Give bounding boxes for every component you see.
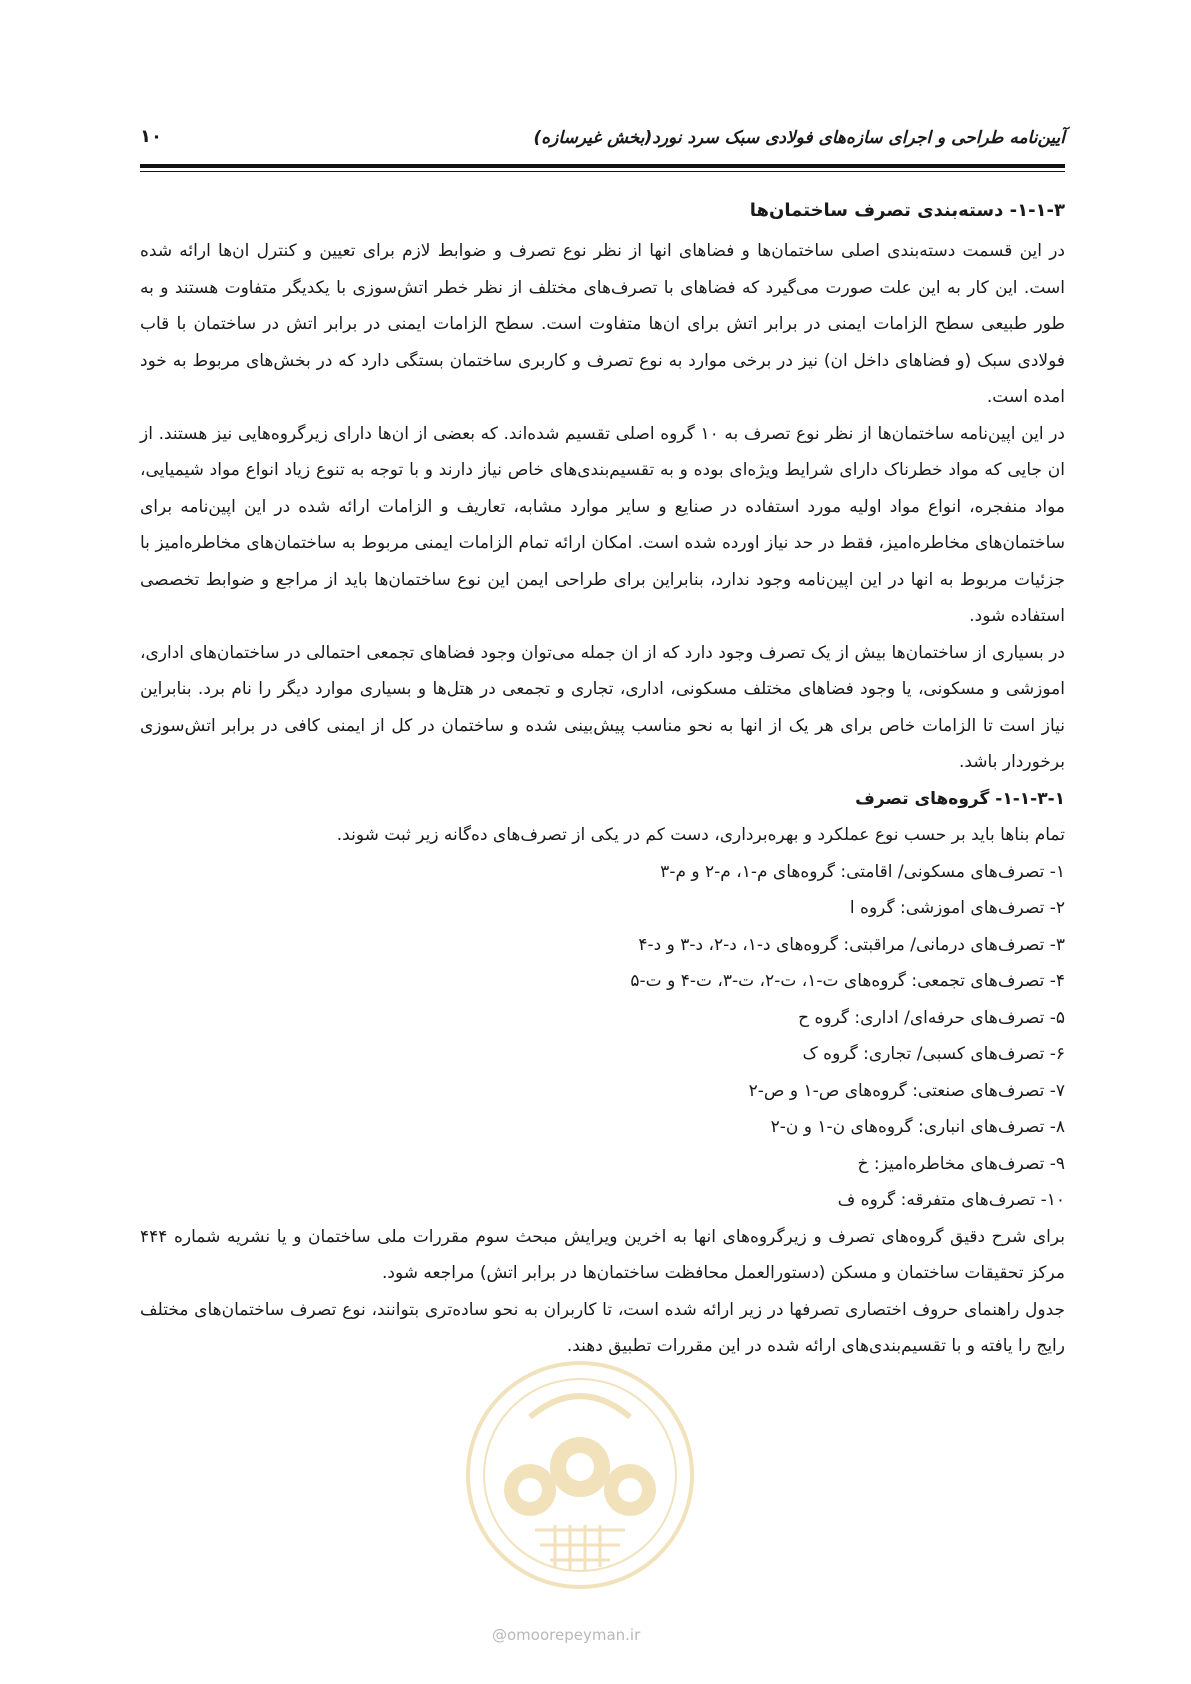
page-number: ۱۰ xyxy=(140,126,162,147)
subsection-heading: ۱-۱-۳-۱- گروه‌های تصرف xyxy=(855,788,1065,809)
subsection-intro: تمام بناها باید بر حسب نوع عملکرد و بهره‌برداری، دست کم در یکی از تصرف‌های ده‌گانه زیر ثبت شوند. xyxy=(336,825,1065,845)
list-item: ۸- تصرف‌های انباری: گروه‌های ن-۱ و ن-۲ xyxy=(770,1117,1065,1137)
header-rule-thick xyxy=(140,164,1065,168)
list-item: ۳- تصرف‌های درمانی/ مراقبتی: گروه‌های د-۱، د-۲، د-۳ و د-۴ xyxy=(638,934,1065,955)
list-item: ۱۰- تصرف‌های متفرقه: گروه ف xyxy=(837,1190,1065,1210)
list-item: ۴- تصرف‌های تجمعی: گروه‌های ت-۱، ت-۲، ت-۳، ت-۴ و ت-۵ xyxy=(630,971,1065,991)
occupancy-group-list xyxy=(140,854,1065,1219)
page-body xyxy=(140,191,1065,1365)
list-item: ۵- تصرف‌های حرفه‌ای/ اداری: گروه ح xyxy=(798,1007,1065,1028)
list-item: ۹- تصرف‌های مخاطره‌امیز: خ xyxy=(857,1153,1065,1174)
watermark-url: @omoorepeyman.ir xyxy=(492,1626,641,1644)
body-paragraph: در بسیاری از ساختمان‌ها بیش از یک تصرف وجود دارد که از ان جمله می‌توان وجود فضاهای تجمعی احتمالی در ساختمان‌های اداری، اموزشی و مسکونی، یا وجود فضاهای مختلف مسکونی، اداری، تجاری و تجمعی در هتل‌ها و بسیاری موارد دیگر را نام برد. بنابراین نیاز است تا الزامات خاص برای هر یک از انها به نحو مناسب پیش‌بینی شده و ساختمان در کل از ایمنی کافی در برابر اتش‌سوزی برخوردار باشد. xyxy=(140,642,1065,772)
body-paragraph: در این قسمت دسته‌بندی اصلی ساختمان‌ها و فضاهای انها از نظر نوع تصرف و ضوابط لازم برای تعیین و کنترل ان‌ها ارائه شده است. این کار به این علت صورت می‌گیرد که فضاهای با تصرف‌های مختلف از نظر خطر اتش‌سوزی با یکدیگر متفاوت هستند و به طور طبیعی سطح الزامات ایمنی در برابر اتش برای ان‌ها متفاوت است. سطح الزامات ایمنی در برابر اتش در ساختمان با قاب فولادی سبک (و فضاهای داخل ان) نیز در برخی موارد به نوع تصرف و کاربری ساختمان بستگی دارد که در بخش‌های مربوط به خود امده است. xyxy=(140,241,1065,407)
header-rule-thin xyxy=(140,171,1065,172)
list-item: ۱- تصرف‌های مسکونی/ اقامتی: گروه‌های م-۱، م-۲ و م-۳ xyxy=(660,861,1065,882)
section-heading: ۱-۱-۳- دسته‌بندی تصرف ساختمان‌ها xyxy=(749,200,1065,221)
body-paragraph: جدول راهنمای حروف اختصاری تصرفها در زیر ارائه شده است، تا کاربران به نحو ساده‌تری بتوانند، نوع تصرف ساختمان‌های مختلف رایج را یافته و با تقسیم‌بندی‌های ارائه شده در این مقررات تطبیق دهند. xyxy=(140,1299,1065,1356)
body-paragraph: برای شرح دقیق گروه‌های تصرف و زیرگروه‌های انها به اخرین ویرایش مبحث سوم مقررات ملی ساختمان و یا نشریه شماره ۴۴۴ مرکز تحقیقات ساختمان و مسکن (دستورالعمل محافظت ساختمان‌ها در برابر اتش) مراجعه شود. xyxy=(140,1226,1065,1283)
list-item: ۷- تصرف‌های صنعتی: گروه‌های ص-۱ و ص-۲ xyxy=(748,1080,1065,1101)
watermark-seal-icon xyxy=(460,1355,700,1595)
list-item: ۶- تصرف‌های کسبی/ تجاری: گروه ک xyxy=(802,1044,1065,1064)
running-title: آیین‌نامه طراحی و اجرای سازه‌های فولادی سبک سرد نورد(بخش غیرسازه) xyxy=(533,128,1065,148)
page-header xyxy=(140,124,1065,164)
list-item: ۲- تصرف‌های اموزشی: گروه ا xyxy=(849,898,1065,918)
body-paragraph: در این اپین‌نامه ساختمان‌ها از نظر نوع تصرف به ۱۰ گروه اصلی تقسیم شده‌اند. که بعضی از ان‌ها دارای زیرگروه‌هایی نیز هستند. از ان جایی که مواد خطرناک دارای شرایط ویژه‌ای بوده و به تقسیم‌بندی‌های خاص نیاز دارند و با توجه به تنوع زیاد انواع مواد شیمیایی، مواد منفجره، انواع مواد اولیه مورد استفاده در صنایع و سایر موارد مشابه، تعاریف و الزامات ارائه شده در این اپین‌نامه برای ساختمان‌های مخاطره‌امیز، فقط در حد نیاز اورده شده است. امکان ارائه تمام الزامات ایمنی مربوط به ساختمان‌های مخاطره‌امیز با جزئیات مربوط به انها در این اپین‌نامه وجود ندارد، بنابراین برای طراحی ایمن این نوع ساختمان‌ها باید از مراجع و ضوابط تخصصی استفاده شود. xyxy=(140,423,1065,626)
